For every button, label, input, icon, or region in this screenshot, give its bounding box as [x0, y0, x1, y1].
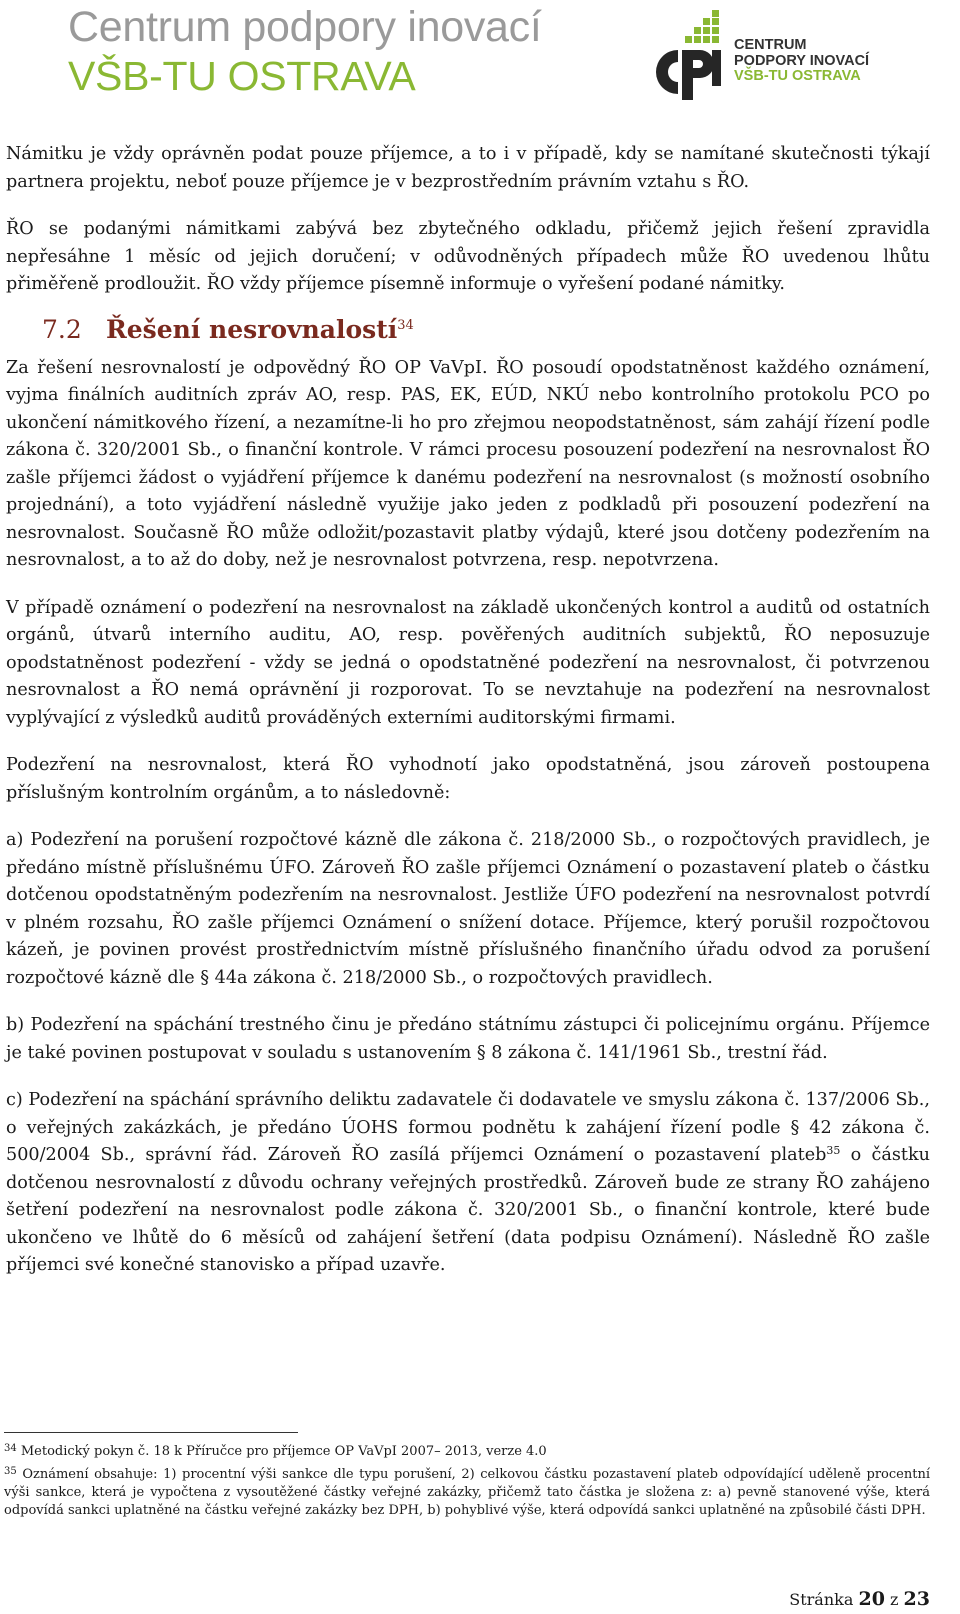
paragraph — [6, 1087, 930, 1280]
section-number: 7.2 — [42, 314, 82, 344]
section-title: Řešení nesrovnalostí — [106, 314, 398, 344]
header-title-line1: Centrum podpory inovací — [68, 3, 542, 51]
cpi-logo-icon — [648, 10, 740, 102]
page-total: 23 — [903, 1588, 930, 1610]
paragraph: Za řešení nesrovnalostí je odpovědný ŘO OP VaVpI. ŘO posoudí opodstatněnost každého oznámení, vyjma finálních auditních zpráv AO, resp. PAS, EK, EÚD, NKÚ nebo kontrolního protokolu PCO po ukončení námitkového řízení, a nezamítne-li ho pro zřejmou neopodstatněnost, sám zahájí řízení podle zákona č. 320/2001 Sb., o finanční kontrole. V rámci procesu posouzení podezření na nesrovnalost ŘO zašle příjemci žádost o vyjádření příjemce k danému podezření na nesrovnalost (s možností osobního projednání), a toto vyjádření následně využije jako jeden z podkladů při posouzení podezření na nesrovnalost. Současně ŘO může odložit/pozastavit platby výdajů, které jsou dotčeny podezřením na nesrovnalost, a to až do doby, než je nesrovnalost potvrzena, resp. nepotvrzena. — [6, 357, 930, 570]
section-heading — [6, 309, 930, 347]
paragraph-part: o částku dotčenou nesrovnalostí z důvodu ochrany veřejných prostředků. Zároveň bude ze strany ŘO zahájeno šetření podezření na nesrovnalost podle zákona č. 320/2001 Sb., o finanční kontrole, které bude ukončeno ve lhůtě do 6 měsíců od zahájení šetření (data podpisu Oznámení). Následně ŘO zašle příjemci své konečné stanovisko a případ uzavře. — [6, 1145, 930, 1275]
paragraph: Podezření na nesrovnalost, která ŘO vyhodnotí jako opodstatněná, jsou zároveň postoupena příslušným kontrolním orgánům, a to následovně: — [6, 755, 930, 803]
header-title-line2: VŠB-TU OSTRAVA — [68, 53, 416, 99]
footnotes — [4, 1440, 930, 1522]
paragraph: V případě oznámení o podezření na nesrovnalost na základě ukončených kontrol a auditů od ostatních orgánů, útvarů interního auditu, AO, resp. pověřených auditních subjektů, ŘO neposuzuje opodstatněnost podezření - vždy se jedná o opodstatněné podezření na nesrovnalost, či potvrzenou nesrovnalost a ŘO nemá oprávnění ji rozporovat. To se nevztahuje na podezření na nesrovnalost vyplývající z výsledků auditů prováděných externími auditorskými firmami. — [6, 597, 930, 728]
paragraph: ŘO se podanými námitkami zabývá bez zbytečného odkladu, přičemž jejich řešení zpravidla nepřesáhne 1 měsíc od jejich doručení; v odůvodněných případech může ŘO uvedenou lhůtu přiměřeně prodloužit. ŘO vždy příjemce písemně informuje o vyřešení podané námitky. — [6, 219, 930, 294]
footnote-divider — [4, 1432, 298, 1433]
footnote-text: Metodický pokyn č. 18 k Příručce pro příjemce OP VaVpI 2007– 2013, verze 4.0 — [16, 1444, 547, 1459]
footnote-number: 34 — [4, 1443, 17, 1454]
footnote-ref[interactable]: 34 — [397, 317, 414, 333]
paragraph: Námitku je vždy oprávněn podat pouze příjemce, a to i v případě, kdy se namítané skutečnosti týkají partnera projektu, neboť pouze příjemce je v bezprostředním právním vztahu s ŘO. — [6, 144, 930, 192]
page-separator: z — [890, 1590, 899, 1609]
page-label: Stránka — [789, 1590, 854, 1609]
footnote-number: 35 — [4, 1466, 17, 1477]
page-number — [789, 1588, 930, 1611]
page-current: 20 — [858, 1588, 885, 1610]
footnote-text: Oznámení obsahuje: 1) procentní výši sankce dle typu porušení, 2) celkovou částku pozastavení plateb odpovídající uděleně procentní výši sankce, která je vypočtena z vysoutěžené částky veřejné zakázky, přičemž tato částka je složena z: a) pevně stanovené výše, která odpovídá sankci uplatněné na částku veřejné zakázky bez DPH, b) pohyblivé výše, která odpovídá sankci uplatněné na způsobilé části DPH. — [4, 1467, 930, 1518]
page-header — [0, 0, 960, 110]
paragraph: b) Podezření na spáchání trestného činu je předáno státnímu zástupci či policejnímu orgánu. Příjemce je také povinen postupovat v souladu s ustanovením § 8 zákona č. 141/1961 Sb., trestní řád. — [6, 1015, 930, 1063]
logo-line3: VŠB-TU OSTRAVA — [734, 68, 861, 84]
paragraph-part: c) Podezření na spáchání správního deliktu zadavatele či dodavatele ve smyslu zákona č. 137/2006 Sb., o veřejných zakázkách, je předáno ÚOHS formou podnětu k zahájení řízení podle § 42 zákona č. 500/2004 Sb., správní řád. Zároveň ŘO zasílá příjemci Oznámení o pozastavení plateb — [6, 1090, 930, 1165]
logo-line2: PODPORY INOVACÍ — [734, 52, 870, 69]
footnote-ref[interactable]: 35 — [826, 1144, 841, 1157]
footnote-34 — [4, 1440, 930, 1461]
logo-text — [734, 38, 869, 85]
paragraph: a) Podezření na porušení rozpočtové kázně dle zákona č. 218/2000 Sb., o rozpočtových pravidlech, je předáno místně příslušnému ÚFO. Zároveň ŘO zašle příjemci Oznámení o pozastavení plateb o částku dotčenou opodstatněným podezřením na nesrovnalost. Jestliže ÚFO podezření na nesrovnalost potvrdí v plném rozsahu, ŘO zašle příjemci Oznámení o snížení dotace. Příjemce, který porušil rozpočtovou kázeň, je povinen provést prostřednictvím místně příslušného finančního úřadu odvod za porušení rozpočtové kázně dle § 44a zákona č. 218/2000 Sb., o rozpočtových pravidlech. — [6, 830, 930, 988]
footnote-35 — [4, 1463, 930, 1520]
document-body — [6, 141, 930, 1300]
logo-line1: CENTRUM — [734, 37, 807, 53]
